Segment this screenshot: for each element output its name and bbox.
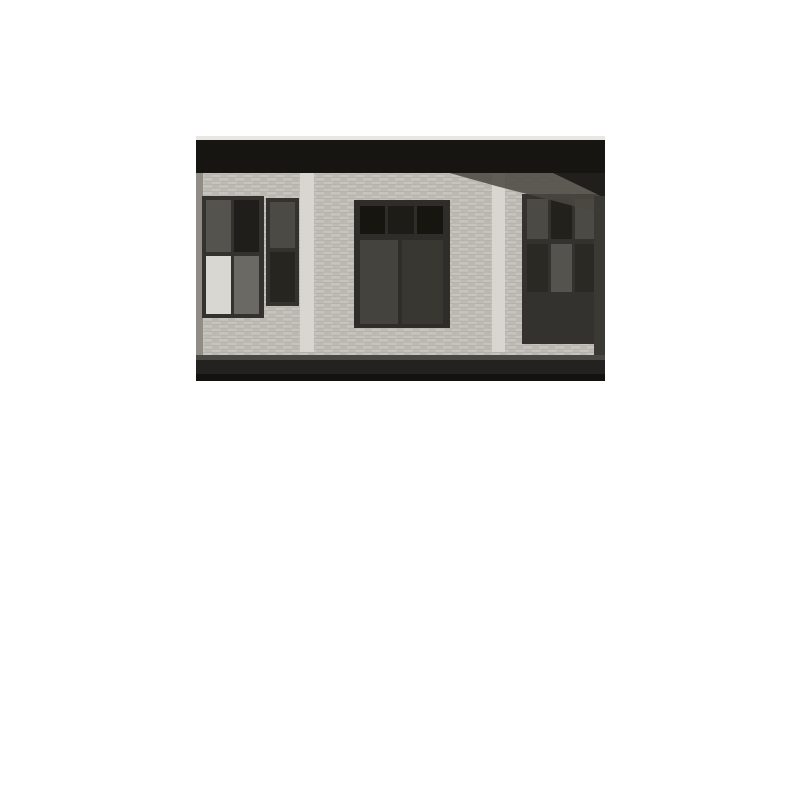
pilaster: [492, 172, 505, 352]
pilaster: [300, 172, 314, 352]
group-photo: [196, 136, 605, 381]
entrance-door: [354, 200, 450, 328]
body-text: [196, 417, 605, 421]
window-left: [202, 196, 299, 318]
group-photo-illustration: [196, 136, 605, 381]
opening-ceremony-banner: [196, 140, 605, 173]
window-right: [522, 194, 602, 344]
